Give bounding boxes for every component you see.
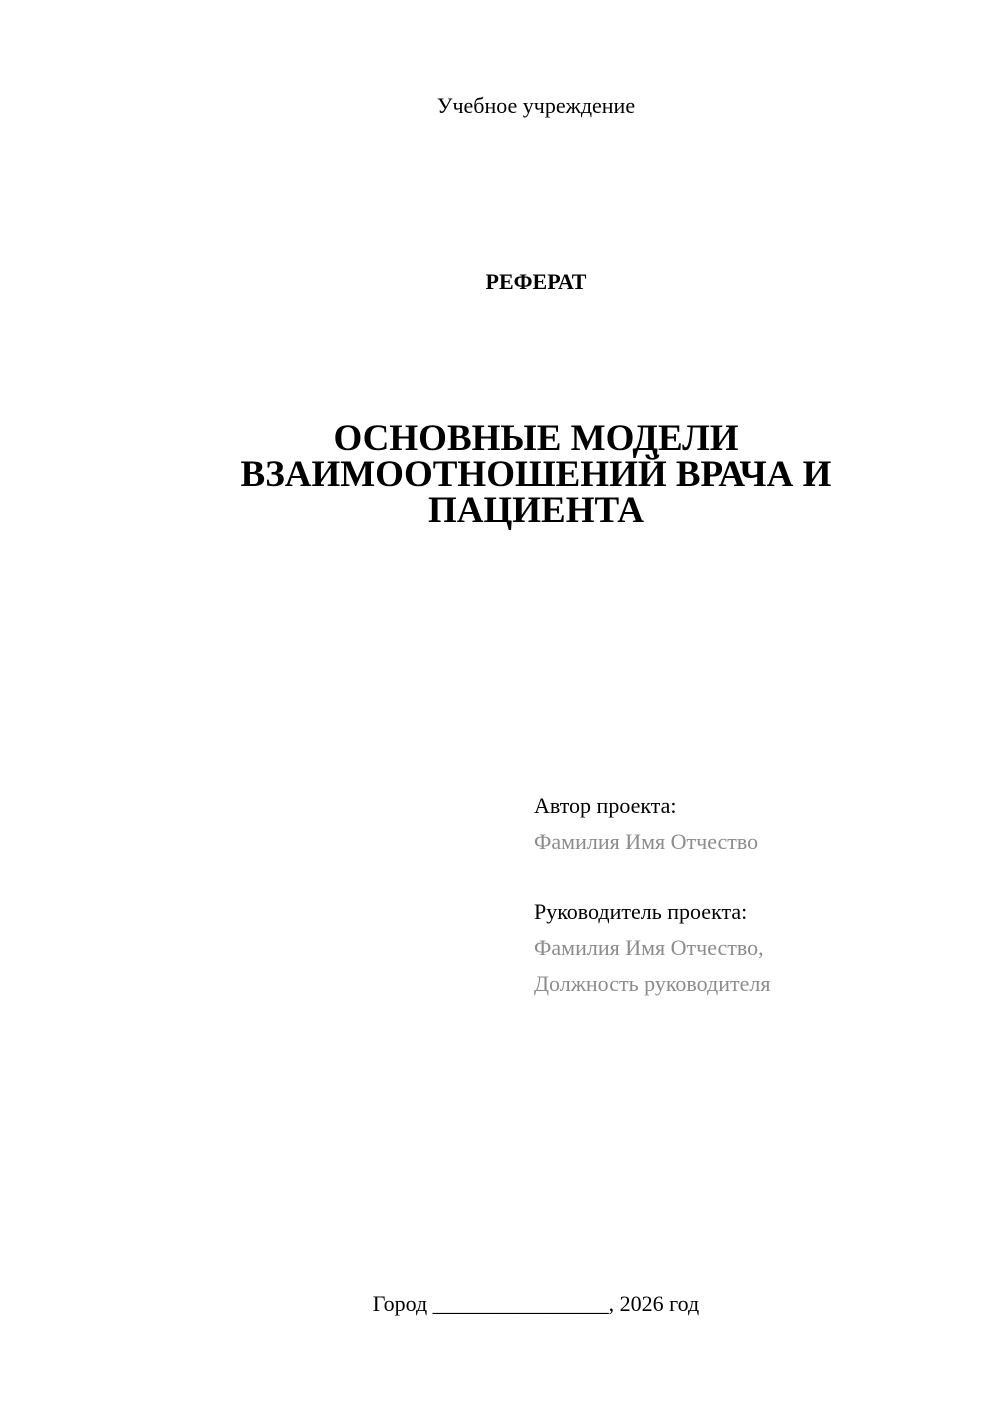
institution-name: Учебное учреждение bbox=[436, 93, 636, 118]
document-title-line: ВЗАИМООТНОШЕНИЙ ВРАЧА И bbox=[240, 454, 832, 495]
author-label: Автор проекта: bbox=[534, 793, 677, 818]
credits-spacer bbox=[534, 860, 770, 894]
document-title bbox=[200, 418, 872, 531]
city-year-line: Город ________________, 2026 год bbox=[372, 1291, 700, 1316]
supervisor-position: Должность руководителя bbox=[534, 971, 771, 996]
document-title-line: ОСНОВНЫЕ МОДЕЛИ bbox=[333, 418, 739, 459]
credits-block bbox=[534, 788, 770, 1002]
document-title-line: ПАЦИЕНТА bbox=[427, 490, 645, 531]
supervisor-label: Руководитель проекта: bbox=[534, 899, 748, 924]
author-name: Фамилия Имя Отчество bbox=[534, 829, 759, 854]
document-type: РЕФЕРАТ bbox=[485, 269, 587, 294]
supervisor-name: Фамилия Имя Отчество, bbox=[534, 935, 764, 960]
